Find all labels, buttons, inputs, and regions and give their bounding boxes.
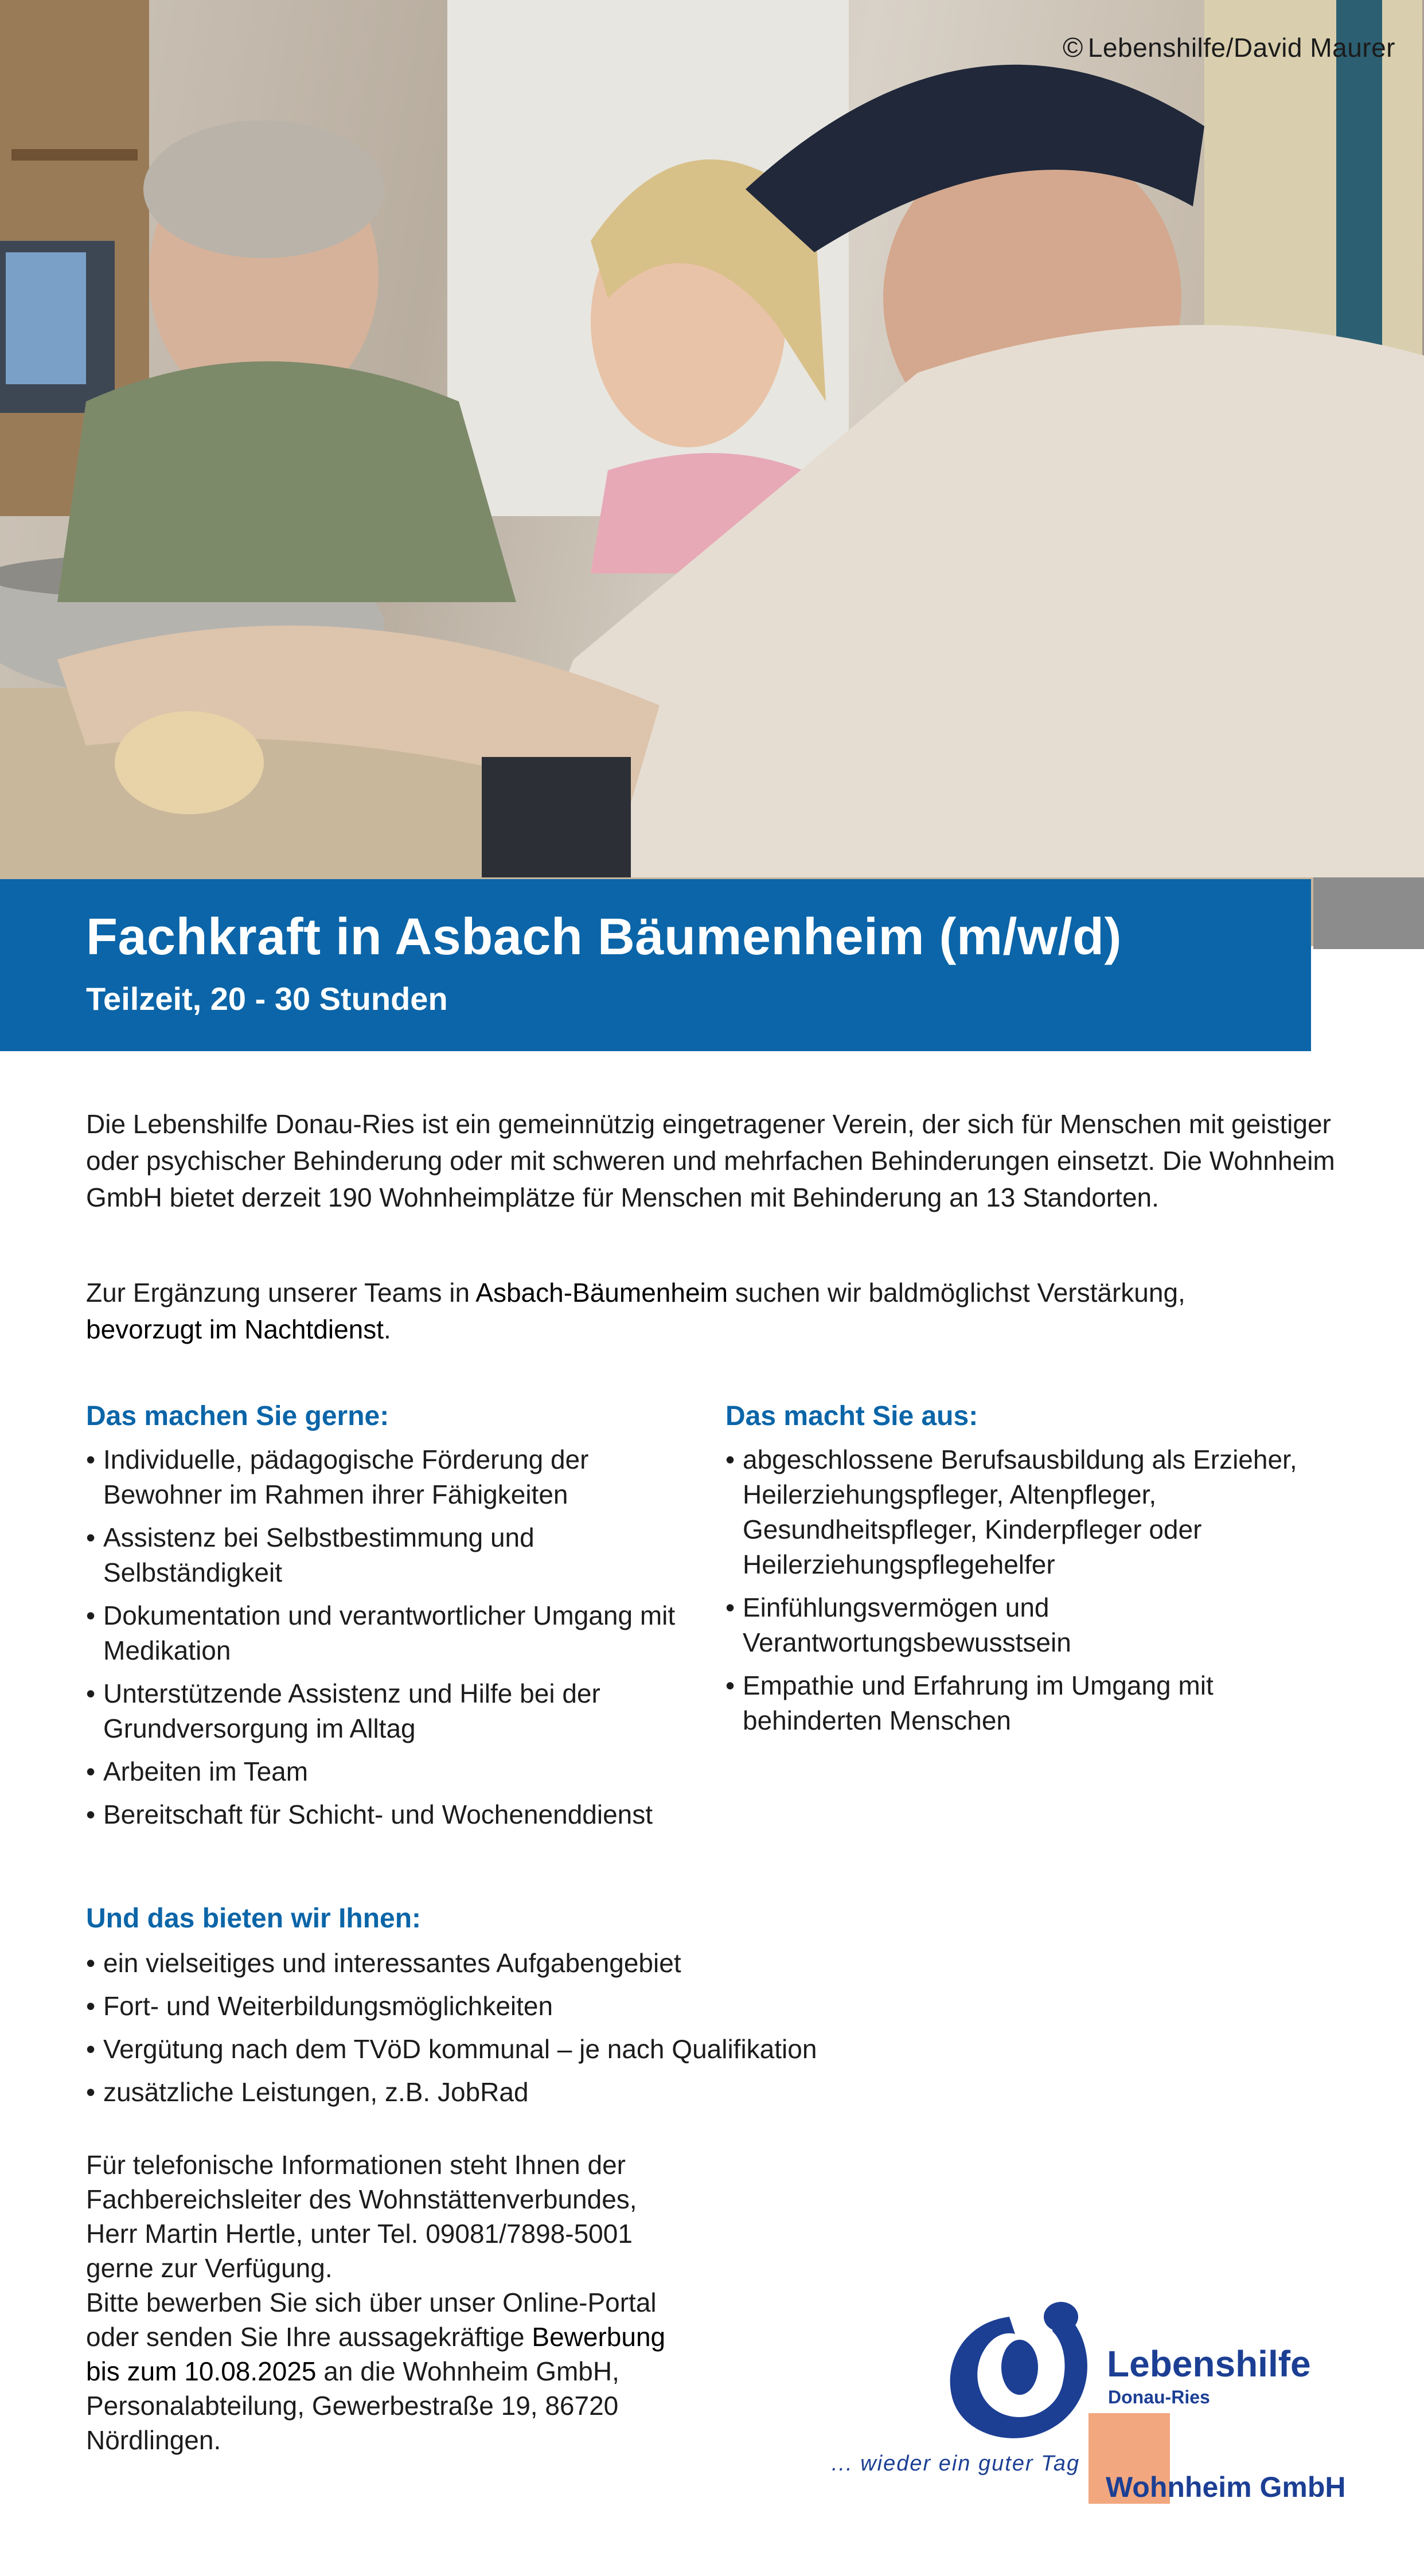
company-logo bbox=[832, 2294, 1348, 2540]
team-text-start: Zur Ergänzung unserer Teams in bbox=[86, 1278, 476, 1307]
task-item: • Unterstützende Assistenz und Hilfe bei der Grundversorgung im Alltag bbox=[86, 1676, 688, 1746]
deadline-highlight: bis zum 10.08.2025 bbox=[86, 2356, 317, 2386]
address-line: Personalabteilung, Gewerbestraße 19, 86720 bbox=[86, 2391, 619, 2421]
offer-item: • Fort- und Weiterbildungsmöglichkeiten bbox=[86, 1989, 1118, 2024]
copyright-icon: © bbox=[1062, 33, 1083, 63]
hero-photo-illustration bbox=[0, 0, 1424, 946]
photo-credit-text: Lebenshilfe/David Maurer bbox=[1087, 33, 1395, 63]
photo-shadow bbox=[1313, 877, 1424, 949]
task-item: • Arbeiten im Team bbox=[86, 1754, 688, 1789]
photo-credit bbox=[1063, 32, 1395, 64]
job-subtitle: Teilzeit, 20 - 30 Stunden bbox=[86, 981, 448, 1017]
job-title: Fachkraft in Asbach Bäumenheim (m/w/d) bbox=[86, 908, 1122, 966]
contact-block bbox=[86, 2148, 803, 2457]
title-banner bbox=[0, 879, 1311, 1051]
offer-heading: Und das bieten wir Ihnen: bbox=[86, 1903, 422, 1934]
nightshift-highlight: bevorzugt im Nachtdienst bbox=[86, 1314, 384, 1344]
company-name: Wohnheim GmbH bbox=[1106, 2471, 1346, 2503]
task-item: • Assistenz bei Selbstbestimmung und Selbständigkeit bbox=[86, 1520, 688, 1590]
location-highlight: Asbach-Bäumenheim bbox=[475, 1278, 728, 1307]
apply-line: an die Wohnheim GmbH, bbox=[316, 2356, 619, 2386]
team-paragraph bbox=[86, 1274, 1348, 1348]
offer-item: • zusätzliche Leistungen, z.B. JobRad bbox=[86, 2075, 1118, 2110]
contact-line: Fachbereichsleiter des Wohnstättenverbundes, bbox=[86, 2184, 637, 2214]
brand-tagline: ... wieder ein guter Tag bbox=[832, 2452, 1080, 2476]
task-item: • Dokumentation und verantwortlicher Umgang mit Medikation bbox=[86, 1598, 688, 1668]
apply-line: Bitte bewerben Sie sich über unser Online-Portal bbox=[86, 2288, 657, 2317]
tasks-heading: Das machen Sie gerne: bbox=[86, 1401, 389, 1431]
intro-text: Die Lebenshilfe Donau-Ries ist ein gemeinnützig eingetragener Verein, der sich für Menschen mit geistiger oder psychischer Behinderung oder mit schweren und mehrfachen Behinderungen einsetzt. Die Wohnheim GmbH bietet derzeit 190 Wohnheimplätze für Menschen mit Behinderung an 13 Standorten. bbox=[86, 1109, 1335, 1212]
contact-phone-line: Herr Martin Hertle, unter Tel. 09081/7898-5001 bbox=[86, 2219, 633, 2249]
offer-list bbox=[86, 1946, 1118, 2118]
task-item: • Individuelle, pädagogische Förderung der Bewohner im Rahmen ihrer Fähigkeiten bbox=[86, 1442, 688, 1512]
offer-item: • Vergütung nach dem TVöD kommunal – je nach Qualifikation bbox=[86, 2032, 1118, 2067]
profile-item: • abgeschlossene Berufsausbildung als Erzieher, Heilerziehungspfleger, Altenpfleger, Gesundheitspfleger, Kinderpfleger oder Heilerziehungspflegehelfer bbox=[725, 1442, 1322, 1582]
contact-line: Für telefonische Informationen steht Ihnen der bbox=[86, 2150, 626, 2180]
brand-region: Donau-Ries bbox=[1108, 2387, 1210, 2407]
profile-item: • Empathie und Erfahrung im Umgang mit behinderten Menschen bbox=[725, 1668, 1322, 1738]
profile-heading: Das macht Sie aus: bbox=[725, 1401, 978, 1431]
brand-name: Lebenshilfe bbox=[1107, 2343, 1311, 2384]
tasks-list bbox=[86, 1442, 688, 1840]
team-text-end: . bbox=[384, 1314, 391, 1344]
profile-item: • Einfühlungsvermögen und Verantwortungsbewusstsein bbox=[725, 1590, 1322, 1660]
address-line: Nördlingen. bbox=[86, 2425, 221, 2455]
hero-photo bbox=[0, 0, 1424, 946]
offer-item: • ein vielseitiges und interessantes Aufgabengebiet bbox=[86, 1946, 1118, 1981]
team-text-middle: suchen wir baldmöglichst Verstärkung, bbox=[728, 1278, 1185, 1307]
contact-line: gerne zur Verfügung. bbox=[86, 2253, 333, 2283]
apply-line: oder senden Sie Ihre aussagekräftige bbox=[86, 2322, 532, 2352]
lebenshilfe-emblem-icon bbox=[941, 2300, 1095, 2449]
intro-paragraph bbox=[86, 1106, 1348, 1216]
task-item: • Bereitschaft für Schicht- und Wochenenddienst bbox=[86, 1797, 688, 1832]
application-highlight: Bewerbung bbox=[532, 2322, 666, 2352]
profile-list bbox=[725, 1442, 1322, 1746]
